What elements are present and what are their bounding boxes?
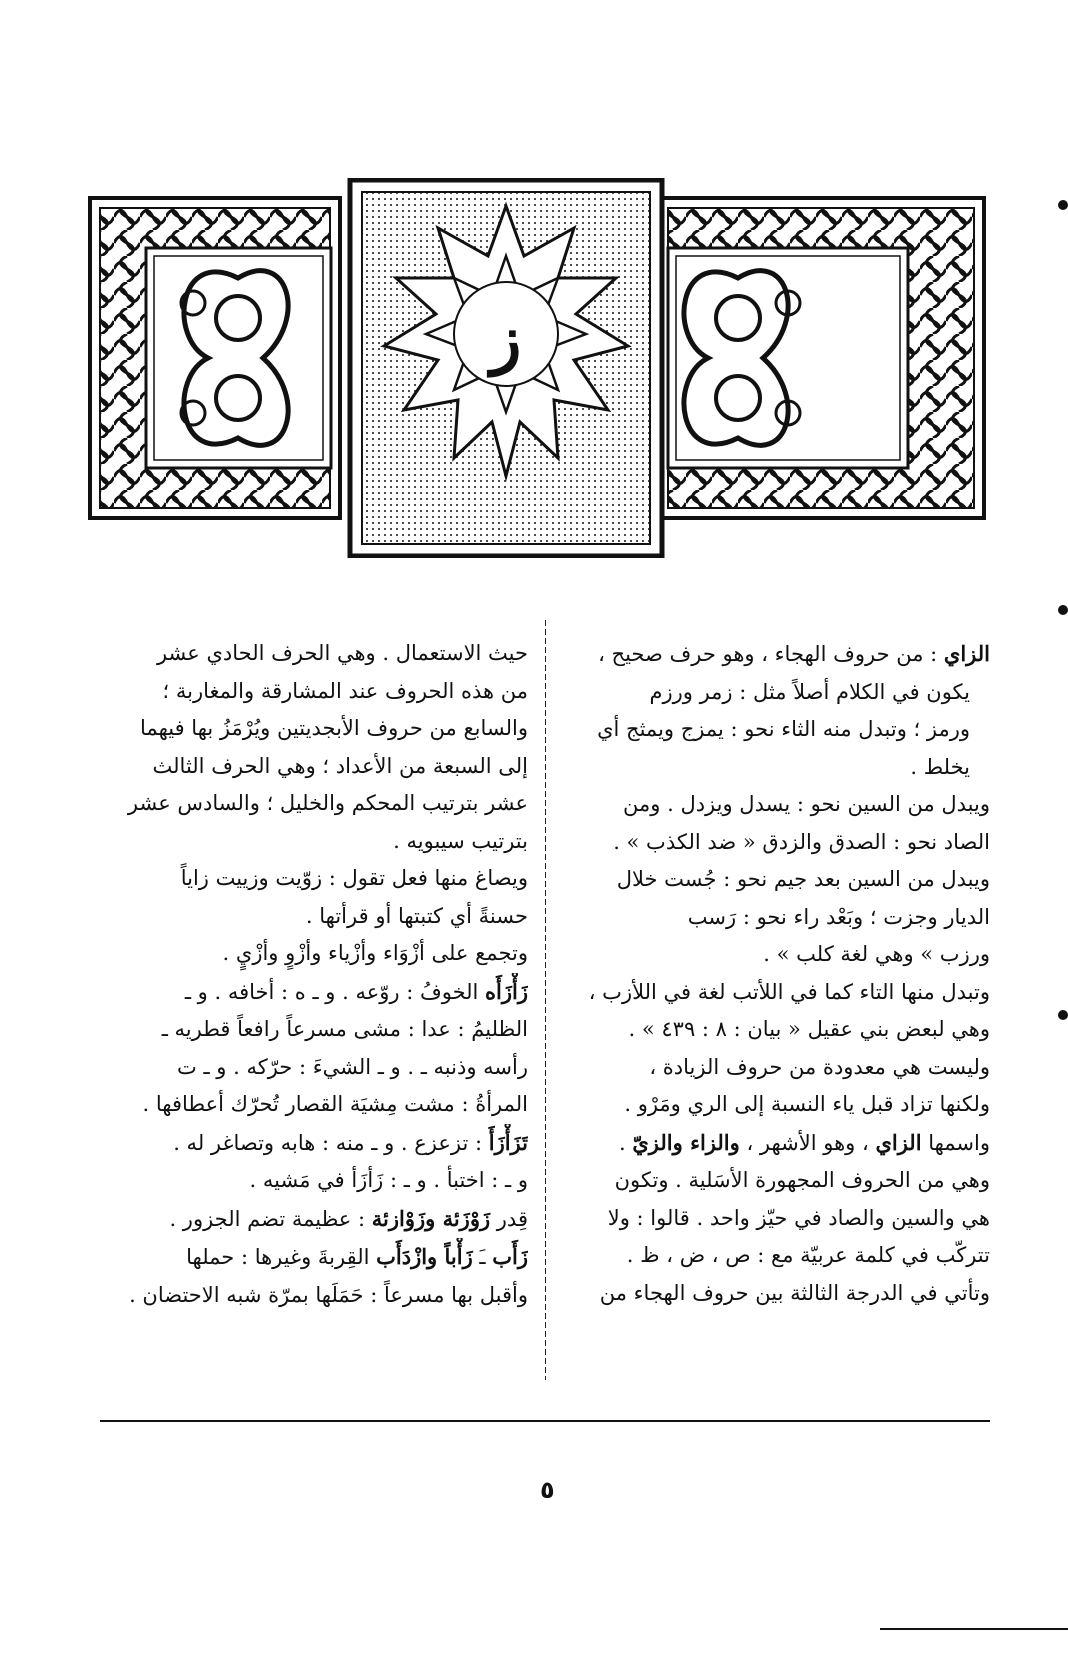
page-number: ٥ [540,1476,555,1504]
text-line: تَزَأْزَأَ : تزعزع . و ـ منه : هابه وتصاغر له . [173,1129,528,1155]
margin-dot [1058,605,1068,615]
text-line: الزاي : من حروف الهجاء ، وهو حرف صحيح ، [598,641,990,666]
footer-rule [100,1420,990,1422]
column-divider [545,620,546,1380]
text-line: هي والسين والصاد في حيّز واحد . قالوا : ولا [607,1205,990,1230]
text-line: وهي من الحروف المجهورة الأسَلية . وتكون [614,1168,990,1192]
text-line: قِدر زَوْزَئة وزَوْازئة : عظيمة تضم الجزور . [169,1205,528,1231]
text-line: وأقبل بها مسرعاً : حَمَلَها بمرّة شبه الاحتضان . [129,1282,528,1307]
text-line: من هذه الحروف عند المشارقة والمغاربة ؛ [162,678,528,703]
header-letter: ز [490,302,522,377]
text-line: بترتيب سيبويه . [393,828,528,853]
text-line: ورزب » وهي لغة كلب » . [763,942,990,966]
text-line: ولكنها تزاد قبل ياء النسبة إلى الري ومَرْو . [624,1092,990,1116]
text-line: الديار وجزت ؛ وبَعْد راء نحو : رَسب [687,904,990,929]
text-line: ويصاغ منها فعل تقول : زوّيت وزييت زاياً [180,866,528,890]
text-line: المرأةُ : مشت مِشيَة القصار تُحرّك أعطافها . [142,1092,528,1116]
text-line: حيث الاستعمال . وهي الحرف الحادي عشر [156,641,528,665]
text-line: والسابع من حروف الأبجديتين ويُرْمَزُ بها فيهما [140,716,528,740]
text-line: ويبدل من السين بعد جيم نحو : جُست خلال [616,867,990,891]
text-line: ويبدل من السين نحو : يسدل ويزدل . ومن [623,792,990,816]
text-line: تتركّب في كلمة عربيّة مع : ص ، ض ، ظ . [626,1243,990,1267]
text-line: وتجمع على أزْوَاء وأزْياء وأزْوٍ وأزْيٍ . [222,941,528,965]
text-line: وتبدل منها التاء كما في اللأتب لغة في اللأزب ، [588,979,990,1004]
right-text-column [560,635,990,1312]
right-panel [658,198,984,518]
text-line: وتأتي في الدرجة الثالثة بين حروف الهجاء من [599,1280,990,1305]
text-line: حسنةً أي كتبتها أو قرأتها . [305,903,528,928]
text-line: يخلط . [910,754,970,779]
text-line: رأسه وذنبه ـ . و ـ الشيءَ : حرّكه . و ـ ت [177,1054,528,1079]
text-line: يكون في الكلام أصلاً مثل : زمر ورزم [649,679,970,704]
margin-dot [1058,1010,1068,1020]
text-line: عشر بترتيب المحكم والخليل ؛ والسادس عشر [127,791,528,815]
left-text-column [88,635,528,1314]
text-line: زَأْزَأَه الخوفُ : روّعه . و ـ ه : أخافه . و ـ [184,978,528,1004]
text-line: زَأَب ـَ زَأْباً وازْدَأَب القِربةَ وغيرها : حملها [186,1244,528,1269]
left-panel [90,198,340,518]
text-line: وليست هي معدودة من حروف الزيادة ، [649,1054,990,1079]
text-line: وهي لبعض بني عقيل « بيان : ٨ : ٤٣٩ » . [628,1017,990,1041]
text-line: الصاد نحو : الصدق والزدق « ضد الكذب » . [613,829,990,854]
text-line: الظليمُ : عدا : مشى مسرعاً رافعاً قطريه ـ [161,1017,528,1041]
text-line: إلى السبعة من الأعداد ؛ وهي الحرف الثالث [152,753,528,778]
margin-dot [1058,200,1068,210]
text-line: واسمها الزاي ، وهو الأشهر ، والزاء والزيّ . [619,1129,990,1155]
corner-rule [880,1628,1068,1630]
text-line: ورمز ؛ وتبدل منه الثاء نحو : يمزج ويمثج أي [597,717,970,741]
text-line: و ـ : اختبأ . و ـ : زَأزَأ في مَشيه . [249,1168,528,1192]
